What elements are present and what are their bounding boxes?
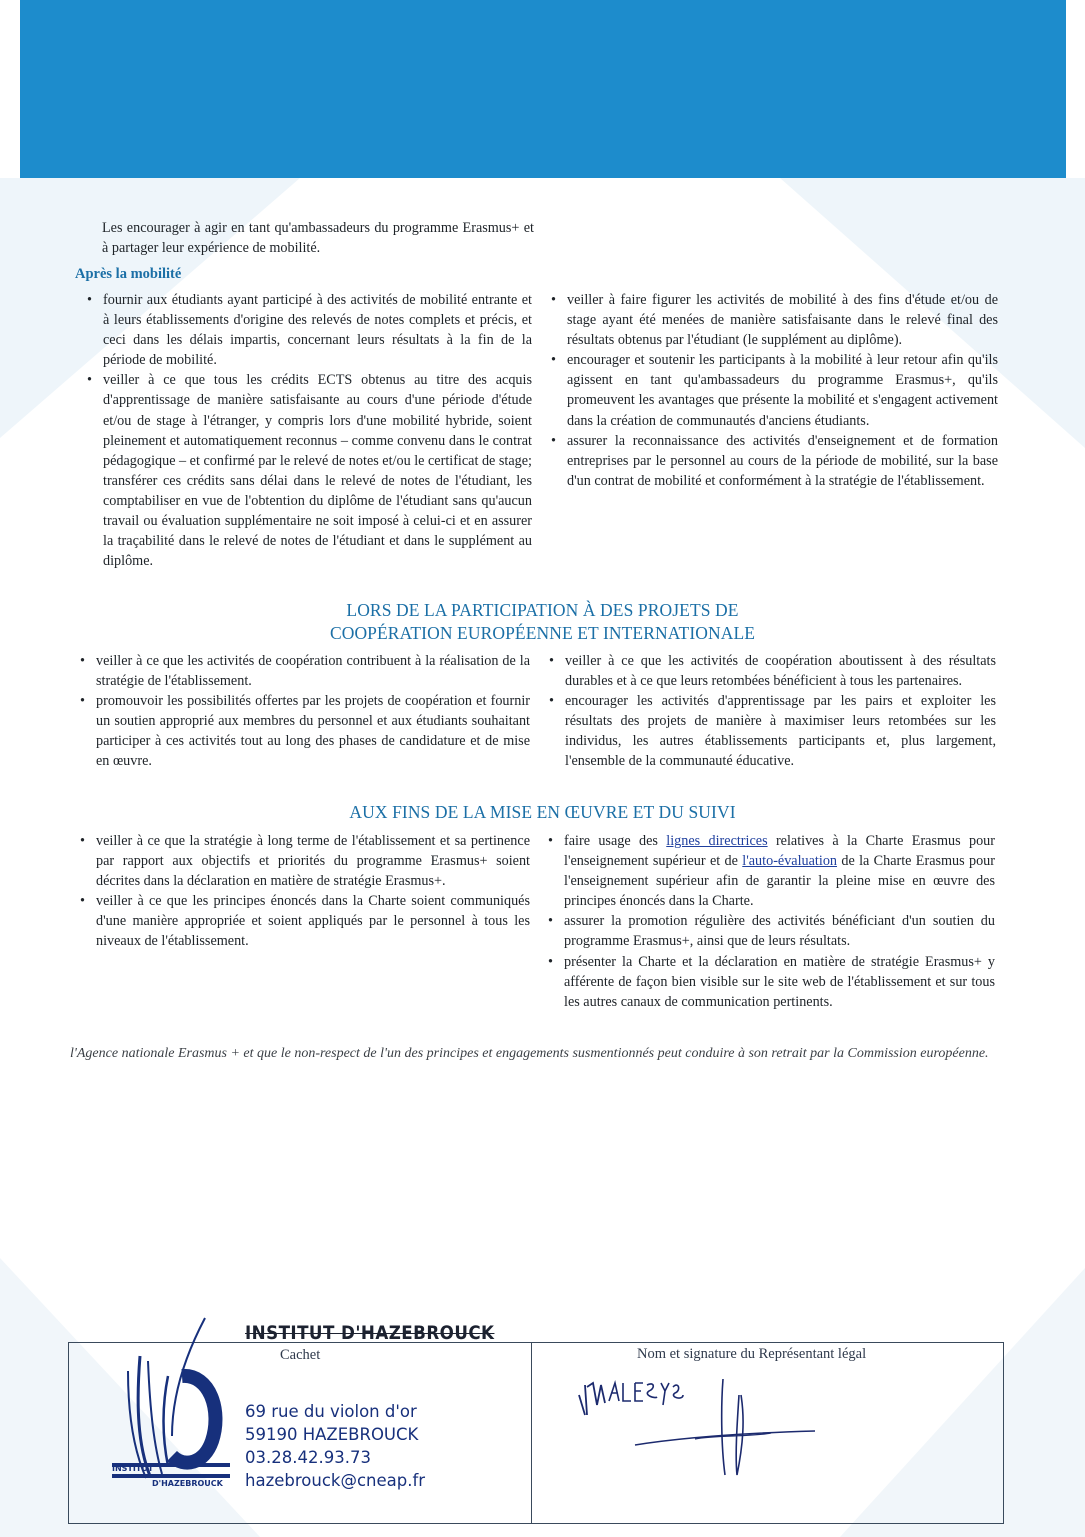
list-item: • promouvoir les possibilités offertes par les projets de coopération et fournir un soutien approprié aux membres du personnel et aux étudiants souhaitant participer à ces activités tout au long des phases de candidature et de mise en œuvre. [78, 691, 530, 771]
closing-note: l'Agence nationale Erasmus + et que le non-respect de l'un des principes et engagements susmentionnés peut conduire à son retrait par la Commission européenne. [70, 1046, 989, 1061]
list-item: • veiller à ce que les activités de coopération contribuent à la réalisation de la stratégie de l'établissement. [78, 651, 530, 691]
list-item: • fournir aux étudiants ayant participé à des activités de mobilité entrante et à leurs établissements d'origine des relevés de notes complets et précis, et ceci dans les délais impartis, concernant leurs résultats à la fin de la période de mobilité. [85, 290, 532, 370]
after-mobility-left-list [85, 290, 532, 571]
list-item: • veiller à ce que les principes énoncés dans la Charte soient communiqués d'une manière appropriée et soient appliqués par le personnel à tous les niveaux de l'établissement. [78, 891, 530, 951]
list-item: • assurer la reconnaissance des activités d'enseignement et de formation entreprises par le personnel au cours de la période de mobilité, sur la base d'un contrat de mobilité et conformément à la stratégie de l'établissement. [549, 431, 998, 491]
cooperation-right-list [547, 651, 996, 772]
list-item: • veiller à faire figurer les activités de mobilité à des fins d'étude et/ou de stage ayant été menées de manière satisfaisante dans le relevé final des résultats obtenus par l'étudiant (le supplément au diplôme). [549, 290, 998, 350]
stamp-email: hazebrouck@cneap.fr [245, 1471, 426, 1490]
stamp-address-line2: 59190 HAZEBROUCK [245, 1425, 419, 1444]
cooperation-left-list [78, 651, 530, 772]
stamp-phone: 03.28.42.93.73 [245, 1448, 371, 1467]
list-item: • veiller à ce que la stratégie à long terme de l'établissement et sa pertinence par rapport aux objectifs et priorités du programme Erasmus+ soient décrites dans la déclaration en matière de stratégie Erasmus+. [78, 831, 530, 891]
self-assessment-link[interactable]: l'auto-évaluation [742, 853, 838, 870]
list-item: • veiller à ce que tous les crédits ECTS obtenus au titre des acquis d'apprentissage de manière satisfaisante au cours d'une période d'étude et/ou de stage à l'étranger, y compris lors d'une mobilité hybride, soient pleinement et automatiquement reconnus – comme convenu dans le contrat pédagogique – et confirmé par le relevé de notes et/ou le certificat de stage; transférer ces crédits sans délai dans le relevé de notes de l'étudiant, les comptabiliser en vue de l'obtention du diplôme de l'étudiant sans qu'aucun travail ou évaluation supplémentaire ne soit imposé à celui-ci et en assurer la traçabilité dans le relevé de notes de l'étudiant et dans le supplément au diplôme. [85, 370, 532, 571]
cooperation-heading-line2: COOPÉRATION EUROPÉENNE ET INTERNATIONALE [329, 623, 756, 643]
list-item: • encourager les activités d'apprentissage par les pairs et exploiter les résultats des projets de manière à maximiser leurs retombées sur les individus, les autres établissements participants et, plus largement, l'ensemble de la communauté éducative. [547, 691, 996, 771]
box-divider [531, 1343, 532, 1523]
list-item: • présenter la Charte et la déclaration en matière de stratégie Erasmus+ y afférente de façon bien visible sur le site web de l'établissement et sur tous les autres canaux de communication pertinents. [546, 952, 995, 1012]
representative-label: Nom et signature du Représentant légal [637, 1346, 867, 1362]
stamp-institution-name: INSTITUT D'HAZEBROUCK [245, 1322, 495, 1344]
list-item: • encourager et soutenir les participants à la mobilité à leur retour afin qu'ils agissent en tant qu'ambassadeurs du programme Erasmus+, qu'ils promeuvent les avantages que présente la mobilité et s'engagent activement dans la création de communautés d'anciens étudiants. [549, 350, 998, 430]
logo-text-line1: INSTITUT [112, 1464, 154, 1473]
text-fragment: de la Charte Erasmus pour l'enseignement supérieur afin de garantir la pleine mise en œuvre des principes énoncés dans la Charte. [564, 853, 996, 910]
stamp-address-line1: 69 rue du violon d'or [245, 1402, 417, 1421]
text-fragment: faire usage des [564, 833, 667, 849]
implementation-left-list [78, 831, 530, 952]
implementation-right-list [546, 831, 995, 1012]
list-item: • veiller à ce que les activités de coopération aboutissent à des résultats durables et à ce que leurs retombées bénéficient à tous les partenaires. [547, 651, 996, 691]
list-item: • assurer la promotion régulière des activités bénéficiant d'un soutien du programme Erasmus+, ainsi que de leurs résultats. [546, 911, 995, 951]
handwritten-signature [575, 1375, 825, 1485]
text-fragment: relatives à la Charte Erasmus pour l'enseignement supérieur et de [564, 833, 995, 870]
institut-logo-icon [110, 1316, 235, 1496]
list-item [546, 831, 995, 911]
implementation-heading: AUX FINS DE LA MISE EN ŒUVRE ET DU SUIVI [349, 802, 736, 822]
logo-text-line2: D'HAZEBROUCK [152, 1479, 223, 1488]
stamp-label: Cachet [280, 1347, 321, 1363]
intro-paragraph: Les encourager à agir en tant qu'ambassadeurs du programme Erasmus+ et à partager leur expérience de mobilité. [102, 220, 534, 257]
guidelines-link[interactable]: lignes directrices [666, 833, 768, 849]
after-mobility-right-list [549, 290, 998, 491]
cooperation-heading-line1: LORS DE LA PARTICIPATION À DES PROJETS DE [346, 600, 739, 620]
header-color-band [20, 0, 1066, 178]
after-mobility-heading: Après la mobilité [75, 266, 182, 282]
